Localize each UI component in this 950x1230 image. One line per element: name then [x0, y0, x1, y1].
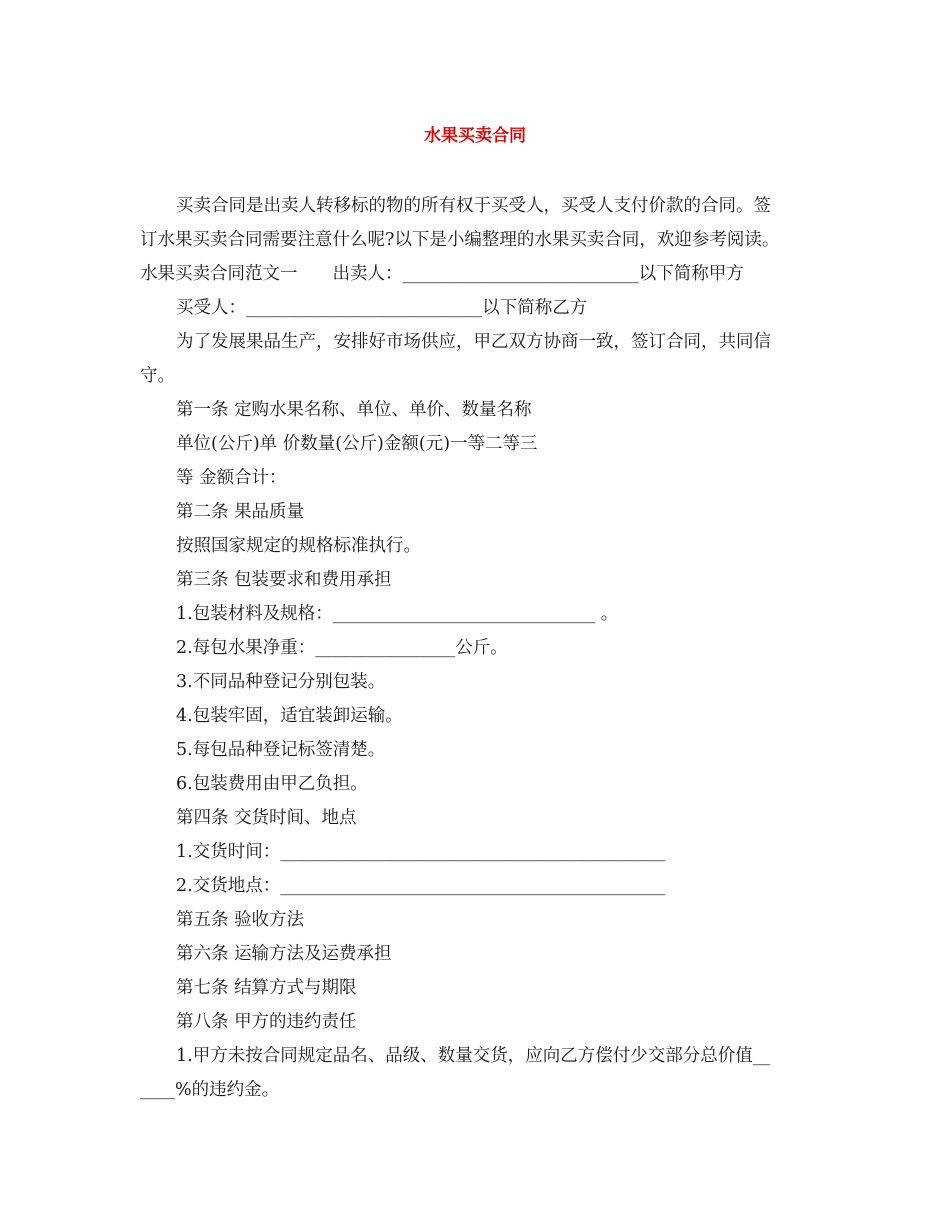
clause-heading: 第四条 交货时间、地点: [176, 808, 357, 828]
clause-heading: 第二条 果品质量: [176, 502, 305, 522]
paragraph-line: 按照国家规定的规格标准执行。: [176, 536, 421, 556]
document-title: 水果买卖合同: [424, 126, 526, 146]
list-item: 4.包装牢固，适宜装卸运输。: [176, 706, 403, 726]
clause-heading: 第三条 包装要求和费用承担: [176, 570, 392, 590]
list-item: 1.交货时间：____________________________________________: [176, 842, 666, 862]
list-item: 1.甲方未按合同规定品名、品级、数量交货，应向乙方偿付少交部分总价值__: [176, 1046, 771, 1066]
paragraph-line: 等 金额合计：: [176, 468, 287, 488]
paragraph-line: 买卖合同是出卖人转移标的物的所有权于买受人，买受人支付价款的合同。签: [176, 196, 771, 216]
paragraph-line: 为了发展果品生产，安排好市场供应，甲乙双方协商一致，签订合同，共同信: [176, 332, 771, 352]
list-item: 3.不同品种登记分别包装。: [176, 672, 386, 692]
clause-heading: 第六条 运输方法及运费承担: [176, 944, 392, 964]
list-item: ____%的违约金。: [140, 1080, 280, 1100]
paragraph-line: 订水果买卖合同需要注意什么呢?以下是小编整理的水果买卖合同，欢迎参考阅读。: [140, 230, 780, 250]
list-item: 2.每包水果净重：________________公斤。: [176, 638, 508, 658]
paragraph-line: 守。: [140, 366, 175, 386]
list-item: 6.包装费用由甲乙负担。: [176, 774, 368, 794]
paragraph-line: 买受人：___________________________以下简称乙方: [176, 298, 588, 318]
paragraph-line: 水果买卖合同范文一 出卖人：___________________________以下简称甲方: [140, 264, 744, 284]
paragraph-line: 单位(公斤)单 价数量(公斤)金额(元)一等二等三: [176, 434, 538, 454]
clause-heading: 第八条 甲方的违约责任: [176, 1012, 357, 1032]
clause-heading: 第五条 验收方法: [176, 910, 305, 930]
list-item: 1.包装材料及规格：______________________________ 。: [176, 604, 619, 624]
list-item: 2.交货地点：____________________________________________: [176, 876, 666, 896]
list-item: 5.每包品种登记标签清楚。: [176, 740, 386, 760]
clause-heading: 第七条 结算方式与期限: [176, 978, 357, 998]
clause-heading: 第一条 定购水果名称、单位、单价、数量名称: [176, 400, 532, 420]
